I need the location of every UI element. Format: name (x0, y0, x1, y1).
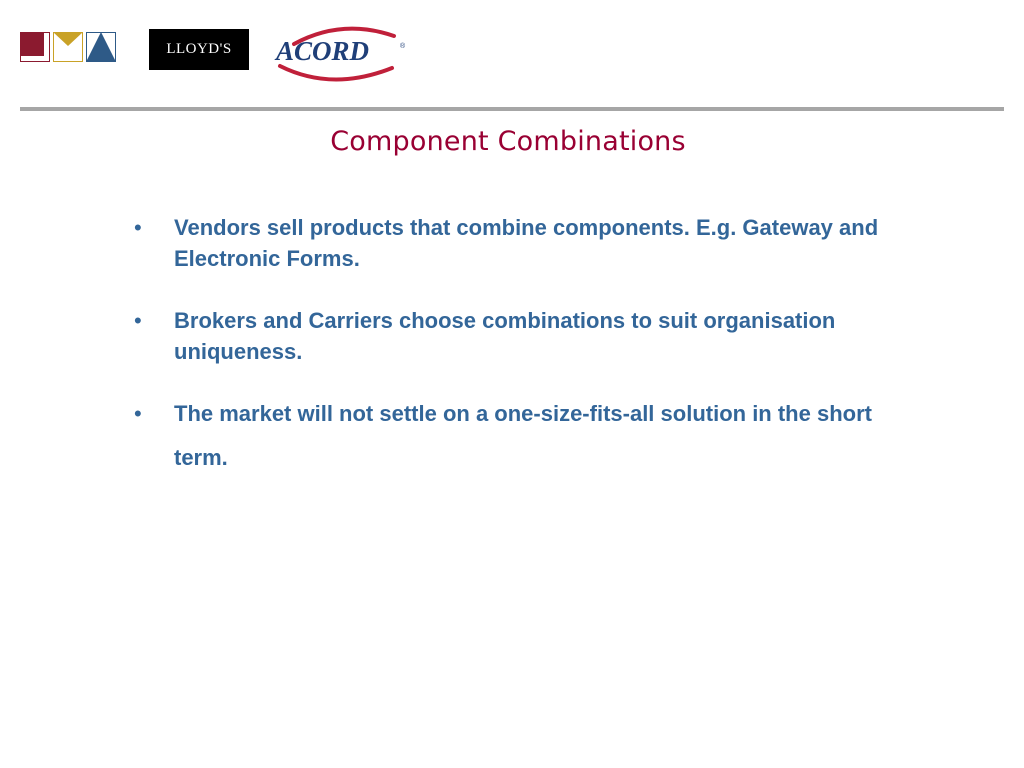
bullet-text: Brokers and Carriers choose combinations to suit organisation uniqueness. (174, 308, 836, 364)
acord-logo (272, 22, 414, 84)
acord-registered-mark: ® (400, 43, 406, 50)
acord-logo-text: ACORD (276, 36, 370, 66)
bullet-text: The market will not settle on a one-size-fits-all solution in the short term. (174, 401, 872, 470)
lloyds-logo-text: LLOYD'S (166, 41, 232, 57)
lma-red-square-icon (20, 32, 50, 62)
bullet-item (128, 392, 888, 480)
lma-gold-chevron-icon (53, 32, 83, 62)
bullet-item (128, 305, 888, 367)
lma-blue-triangle-icon (86, 32, 116, 62)
bullet-list (128, 212, 888, 511)
slide-title: Component Combinations (330, 126, 686, 157)
bullet-text: Vendors sell products that combine components. E.g. Gateway and Electronic Forms. (174, 215, 879, 271)
bullet-marker: • (134, 215, 142, 240)
bullet-marker: • (134, 401, 142, 426)
bullet-marker: • (134, 308, 142, 333)
lma-logo (20, 32, 116, 62)
header-divider (20, 107, 1004, 111)
lloyds-logo (149, 29, 249, 70)
bullet-item (128, 212, 888, 274)
